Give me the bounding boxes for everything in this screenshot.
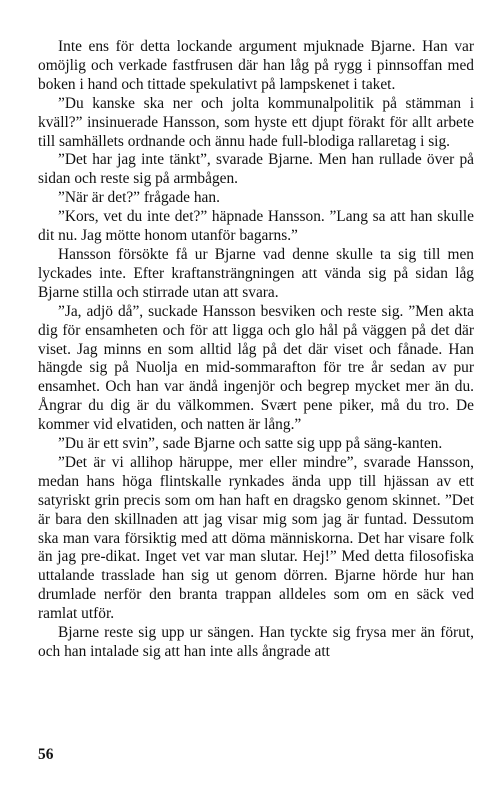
paragraph: ”Du är ett svin”, sade Bjarne och satte sig upp på säng-kanten.: [58, 435, 443, 453]
paragraph: ”När är det?” frågade han.: [58, 189, 220, 207]
page-number: 56: [38, 746, 54, 763]
paragraph: ”Kors, vet du inte det?” häpnade Hansson. ”Lang sa att han skulle dit nu. Jag mötte honom utanför bagarns.”: [38, 208, 474, 245]
paragraph: ”Du kanske ska ner och jolta kommunalpolitik på stämman i kväll?” insinuerade Hansson, som hyste ett djupt förakt för allt arbete till samhällets ordnande och ännu hade full-blodiga rallaretag i sig.: [38, 94, 474, 150]
paragraph: ”Det har jag inte tänkt”, svarade Bjarne. Men han rullade över på sidan och reste sig på armbågen.: [38, 151, 474, 188]
paragraph: ”Det är vi allihop häruppe, mer eller mindre”, svarade Hansson, medan hans höga flintskalle rynkades ända upp till hjässan av ett satyriskt grin precis som om han haft en dragsko genom skinnet. ”Det är bara den skillnaden att jag visar mig som jag är funtad. Dessutom ska man vara försiktig med att döma människorna. Det har visare folk än jag pre-dikat. Inget vet var man slutar. Hej!” Med detta filosofiska uttalande trasslade han sig ut genom dörren. Bjarne hörde hur han drumlade nerför den branta trappan alldeles som om en säck ved ramlat utför.: [38, 453, 474, 623]
paragraph: Inte ens för detta lockande argument mjuknade Bjarne. Han var omöjlig och verkade fastfrusen där han låg på rygg i pinnsoffan med boken i hand och tittade spekulativt på lampskenet i taket.: [38, 38, 474, 93]
paragraph: ”Ja, adjö då”, suckade Hansson besviken och reste sig. ”Men akta dig för ensamheten och för att ligga och glo hål på väggen på det där viset. Jag minns en som alltid låg på det där viset och fånade. Han hängde sig på Nuolja en mid-sommarafton för tre år sedan av pur ensamhet. Och han var ändå ingenjör och begrep mycket mer än du. Ångrar du dig är du välkommen. Svært pene piker, må du tro. De kommer vid elvatiden, och natten är lång.”: [38, 302, 474, 434]
paragraph: Bjarne reste sig upp ur sängen. Han tyckte sig frysa mer än förut, och han intalade sig att han inte alls ångrade att: [38, 624, 474, 660]
page-body: [38, 38, 474, 662]
paragraph: Hansson försökte få ur Bjarne vad denne skulle ta sig till men lyckades inte. Efter kraftansträngningen att vända sig på sidan låg Bjarne stilla och stirrade utan att svara.: [38, 245, 474, 301]
